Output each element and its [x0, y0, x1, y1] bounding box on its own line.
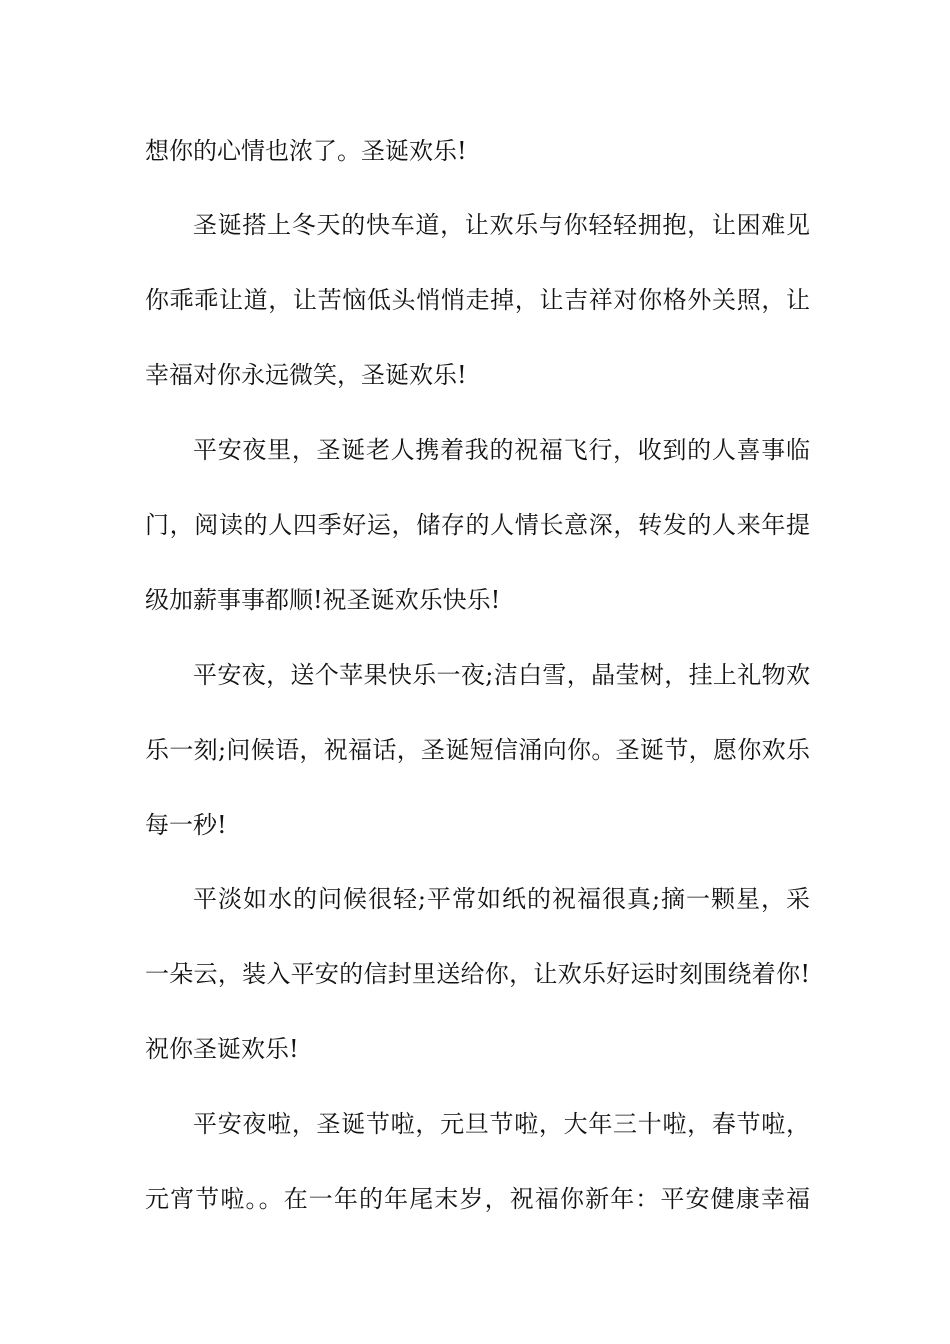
text-line: 门，阅读的人四季好运，储存的人情长意深，转发的人来年提: [145, 511, 810, 539]
paragraph-first-line: 平淡如水的问候很轻;平常如纸的祝福很真;摘一颗星，采: [193, 885, 810, 913]
paragraph-first-line: 平安夜，送个苹果快乐一夜;洁白雪，晶莹树，挂上礼物欢: [193, 661, 810, 689]
text-line: 一朵云，装入平安的信封里送给你，让欢乐好运时刻围绕着你!: [145, 960, 810, 988]
text-line: 乐一刻;问候语，祝福话，圣诞短信涌向你。圣诞节，愿你欢乐: [145, 736, 810, 764]
text-line: 幸福对你永远微笑，圣诞欢乐!: [145, 361, 467, 389]
text-line: 元宵节啦。。在一年的年尾末岁，祝福你新年：平安健康幸福: [145, 1185, 810, 1213]
text-line: 每一秒!: [145, 811, 227, 839]
paragraph-first-line: 圣诞搭上冬天的快车道，让欢乐与你轻轻拥抱，让困难见: [193, 211, 810, 239]
text-line: 祝你圣诞欢乐!: [145, 1035, 299, 1063]
text-line: 级加薪事事都顺!祝圣诞欢乐快乐!: [145, 586, 501, 614]
text-line: 想你的心情也浓了。圣诞欢乐!: [145, 137, 467, 165]
paragraph-first-line: 平安夜啦，圣诞节啦，元旦节啦，大年三十啦，春节啦，: [193, 1110, 810, 1138]
paragraph-first-line: 平安夜里，圣诞老人携着我的祝福飞行，收到的人喜事临: [193, 436, 810, 464]
text-line: 你乖乖让道，让苦恼低头悄悄走掉，让吉祥对你格外关照，让: [145, 286, 810, 314]
